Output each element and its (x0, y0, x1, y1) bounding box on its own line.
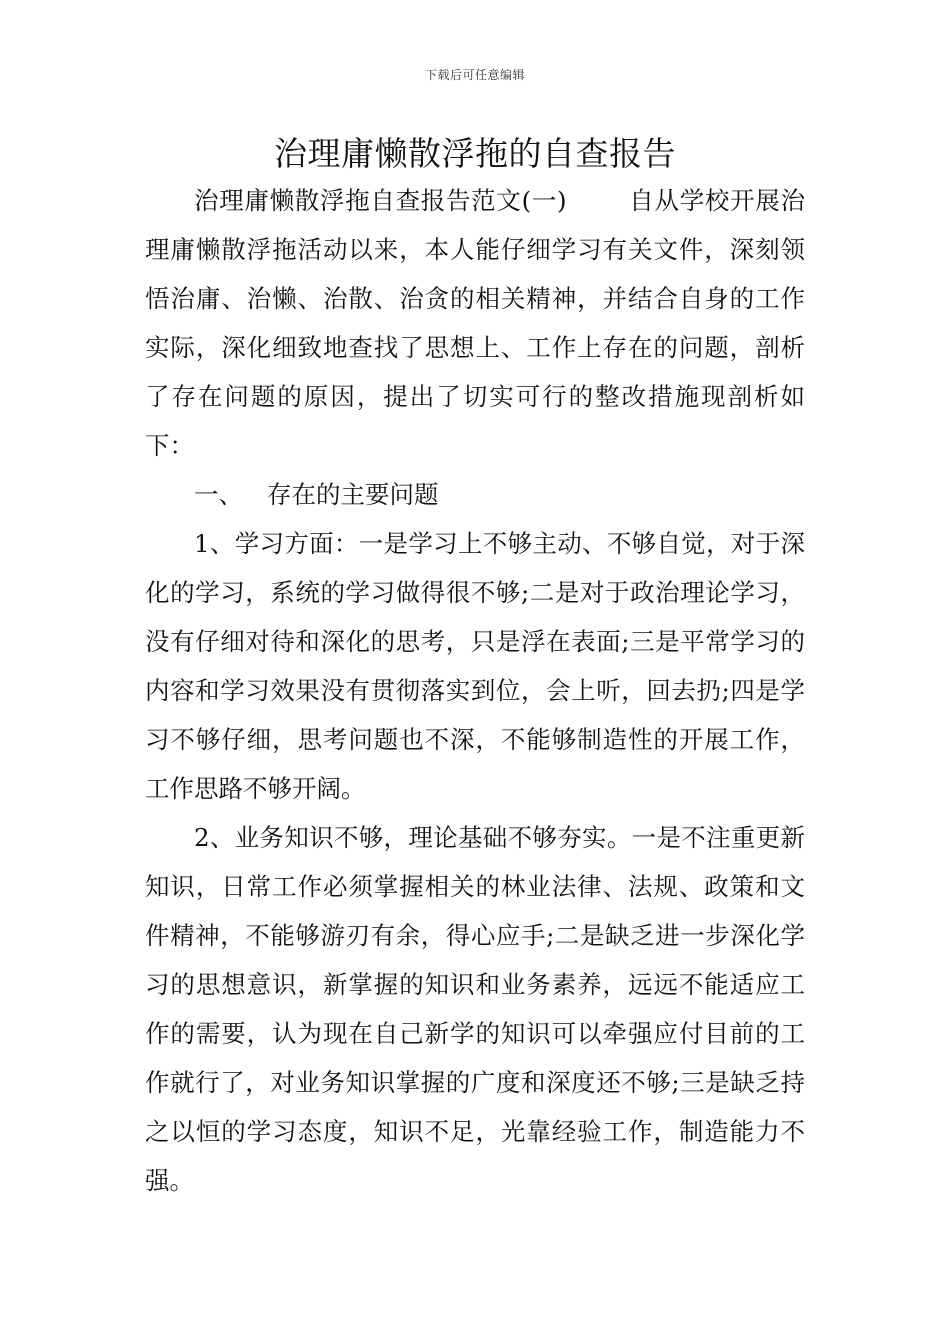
header-note: 下载后可任意编辑 (424, 68, 525, 82)
document-body (145, 176, 805, 1205)
item-paragraph-1: 1、学习方面：一是学习上不够主动、不够自觉，对于深化的学习，系统的学习做得很不够;二是对于政治理论学习，没有仔细对待和深化的思考，只是浮在表面;三是平常学习的内容和学习效果没有贯彻落实到位，会上听，回去扔;四是学习不够仔细，思考问题也不深，不能够制造性的开展工作，工作思路不够开阔。 (145, 529, 805, 803)
document-title: 治理庸懒散浮拖的自查报告 (274, 134, 676, 173)
intro-text: 自从学校开展治理庸懒散浮拖活动以来，本人能仔细学习有关文件，深刻领悟治庸、治懒、治散、治贪的相关精神，并结合自身的工作实际，深化细致地查找了思想上、工作上存在的问题，剖析了存在问题的原因，提出了切实可行的整改措施现剖析如下： (145, 186, 806, 460)
item-paragraph-2: 2、业务知识不够，理论基础不够夯实。一是不注重更新知识，日常工作必须掌握相关的林业法律、法规、政策和文件精神，不能够游刃有余，得心应手;二是缺乏进一步深化学习的思想意识，新掌握的知识和业务素养，远远不能适应工作的需要，认为现在自己新学的知识可以牵强应付目前的工作就行了，对业务知识掌握的广度和深度还不够;三是缺乏持之以恒的学习态度，知识不足，光靠经验工作，制造能力不强。 (145, 823, 805, 1195)
intro-lead: 治理庸懒散浮拖自查报告范文(一) (194, 186, 567, 215)
section-number: 一、 (194, 480, 243, 509)
section-heading (145, 470, 805, 519)
section-title: 存在的主要问题 (267, 480, 439, 509)
intro-paragraph (145, 176, 805, 470)
